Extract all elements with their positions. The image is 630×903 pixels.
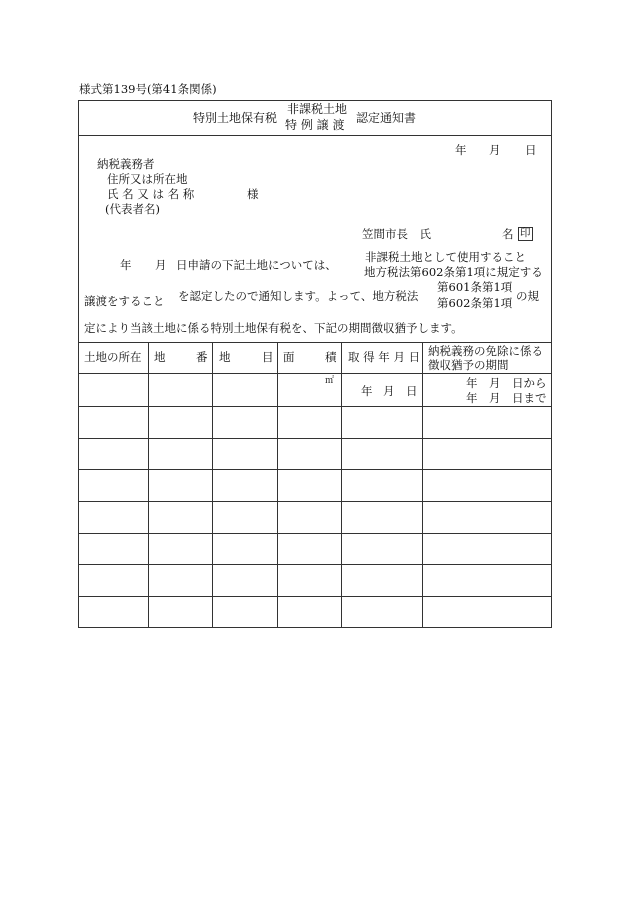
body-final-line: 定により当該土地に係る特別土地保有税を、下記の期間徴収猶予します。 bbox=[84, 321, 463, 335]
area-unit: ㎡ bbox=[325, 376, 335, 386]
acquired-day: 日 bbox=[406, 384, 418, 398]
period-to: 年 月 日まで bbox=[466, 391, 547, 405]
title-left: 特別土地保有税 bbox=[193, 111, 278, 125]
issuer-name: 笠間市長 氏 bbox=[362, 227, 431, 241]
header-category-a: 地 bbox=[219, 350, 231, 364]
title-stack-bottom: 特 例 譲 渡 bbox=[285, 118, 345, 132]
table-row-line bbox=[78, 469, 552, 470]
period-from: 年 月 日から bbox=[466, 376, 547, 390]
table-row-line bbox=[78, 533, 552, 534]
table-row-line bbox=[78, 406, 552, 407]
table-col-line bbox=[422, 342, 423, 628]
date-month: 月 bbox=[489, 143, 501, 157]
title-divider bbox=[78, 135, 552, 136]
header-area-b: 積 bbox=[325, 350, 337, 364]
name-label: 氏 名 又 は 名 称 bbox=[107, 187, 195, 201]
table-col-line bbox=[148, 342, 149, 628]
header-lot-a: 地 bbox=[154, 350, 166, 364]
header-category-b: 目 bbox=[262, 350, 274, 364]
table-col-line bbox=[341, 342, 342, 628]
header-area-a: 面 bbox=[283, 350, 295, 364]
header-exemption-top: 納税義務の免除に係る bbox=[428, 344, 543, 358]
body-year: 年 bbox=[120, 258, 132, 272]
header-lot-b: 番 bbox=[196, 350, 208, 364]
date-day: 日 bbox=[525, 143, 537, 157]
header-acquired: 取 得 年 月 日 bbox=[348, 350, 421, 364]
form-number: 様式第139号(第41条関係) bbox=[79, 82, 217, 96]
header-exemption-bottom: 徴収猶予の期間 bbox=[428, 358, 509, 372]
body-day-text: 日申請の下記土地については、 bbox=[176, 258, 337, 272]
title-stack-top: 非課税土地 bbox=[287, 102, 348, 116]
body-approved-text: を認定したので通知します。よって、地方税法 bbox=[178, 289, 419, 303]
honorific: 様 bbox=[247, 187, 259, 201]
acquired-month: 月 bbox=[383, 384, 395, 398]
body-option2-top: 第601条第1項 bbox=[437, 280, 513, 294]
table-header-bottom bbox=[78, 373, 552, 374]
table-col-line bbox=[277, 342, 278, 628]
body-option1-left: 譲渡をすること bbox=[84, 294, 165, 308]
title-right: 認定通知書 bbox=[356, 111, 417, 125]
date-year: 年 bbox=[455, 143, 467, 157]
issuer-name-suffix: 名 bbox=[502, 227, 514, 241]
body-month: 月 bbox=[155, 258, 167, 272]
taxpayer-heading: 納税義務者 bbox=[97, 157, 155, 171]
body-option2-bottom: 第602条第1項 bbox=[437, 296, 513, 310]
acquired-year: 年 bbox=[361, 384, 373, 398]
table-row-line bbox=[78, 501, 552, 502]
body-option1-top: 非課税土地として使用すること bbox=[365, 250, 526, 264]
table-row-line bbox=[78, 564, 552, 565]
seal-mark: 印 bbox=[520, 227, 531, 239]
body-option2-suffix: の規 bbox=[516, 289, 539, 303]
table-col-line bbox=[212, 342, 213, 628]
table-row-line bbox=[78, 438, 552, 439]
address-label: 住所又は所在地 bbox=[107, 172, 188, 186]
header-location: 土地の所在 bbox=[84, 350, 142, 364]
table-row-line bbox=[78, 596, 552, 597]
body-option1-bottom: 地方税法第602条第1項に規定する bbox=[364, 265, 543, 279]
representative-label: (代表者名) bbox=[105, 202, 160, 216]
